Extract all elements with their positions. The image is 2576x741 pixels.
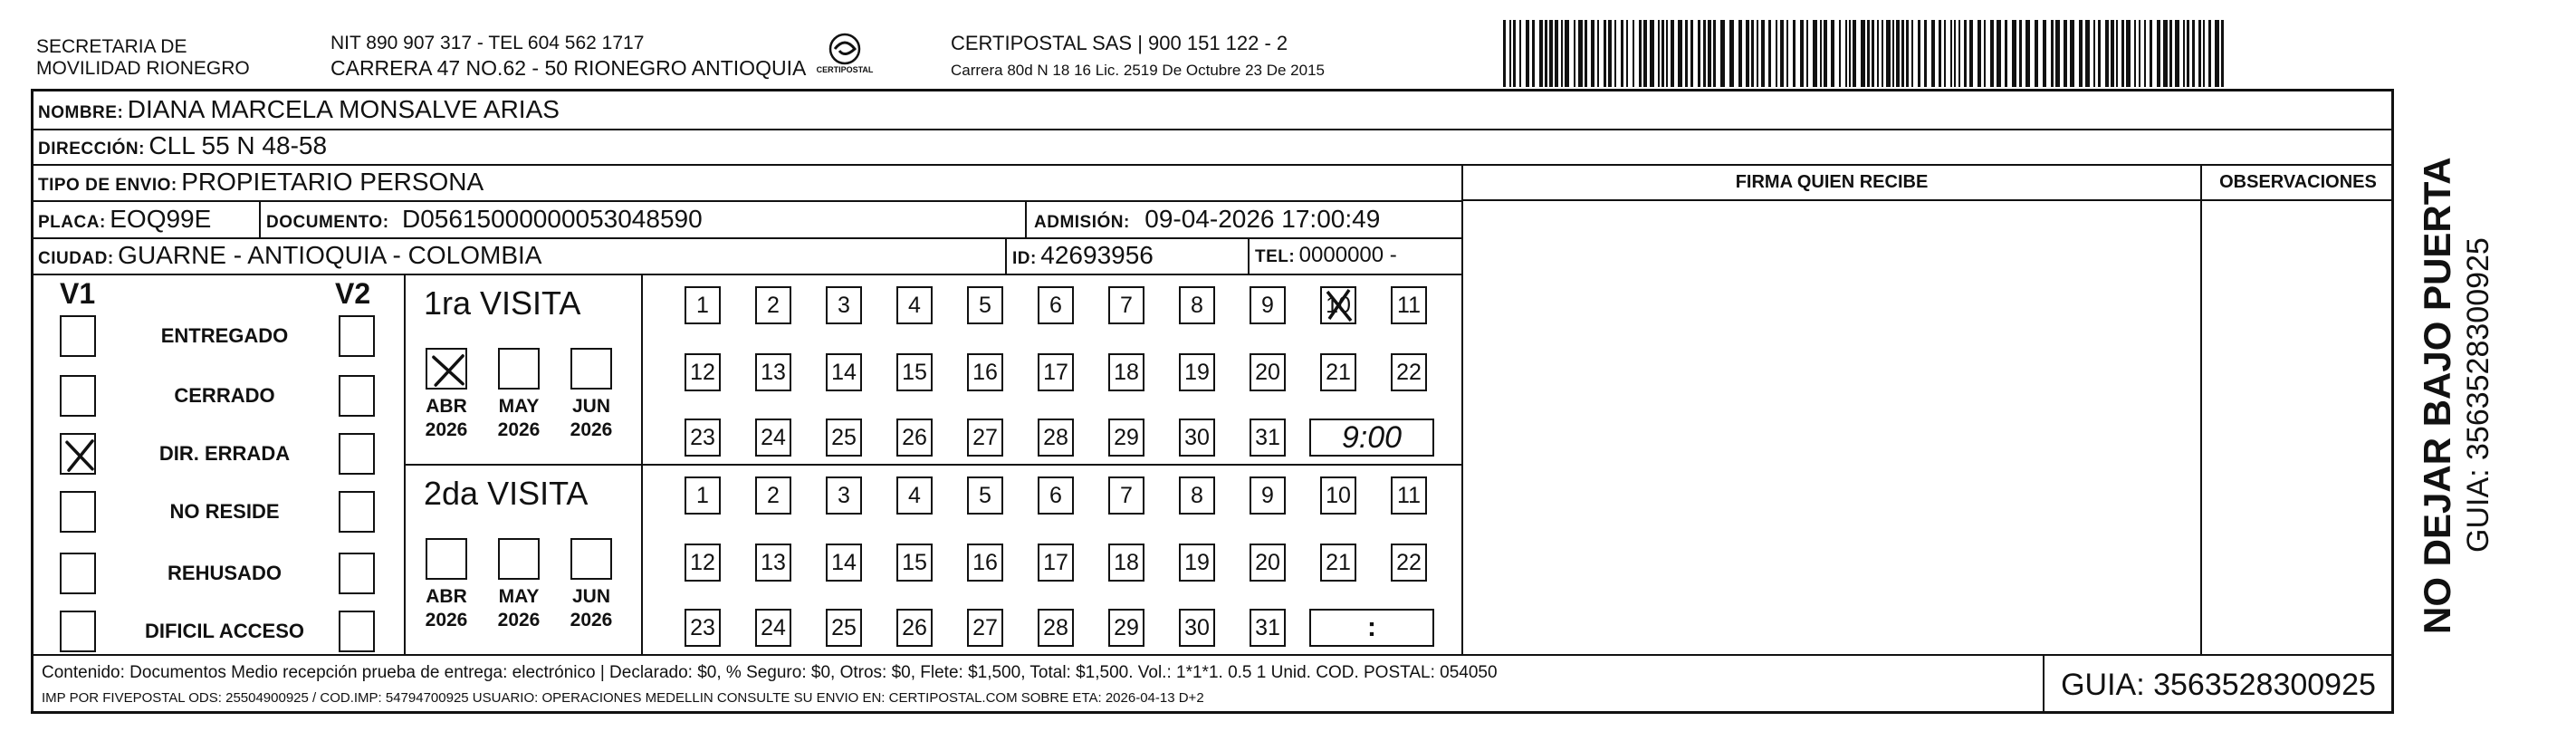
day-box-21[interactable]: 21 (1320, 544, 1356, 582)
day-box-12[interactable]: 12 (685, 353, 721, 391)
guia-footer: GUIA: 3563528300925 (2061, 667, 2376, 702)
day-box-27[interactable]: 27 (967, 419, 1003, 457)
day-box-15[interactable]: 15 (896, 544, 933, 582)
nombre-label: NOMBRE: (38, 103, 124, 122)
day-box-17[interactable]: 17 (1038, 544, 1074, 582)
tel-value: 0000000 - (1298, 243, 1397, 267)
day-box-5[interactable]: 5 (967, 476, 1003, 515)
day-box-19[interactable]: 19 (1179, 353, 1215, 391)
day-box-16[interactable]: 16 (967, 544, 1003, 582)
month-label: ABR (426, 396, 467, 417)
day-box-18[interactable]: 18 (1108, 353, 1144, 391)
month-label: MAY (498, 586, 540, 607)
v1-checkbox[interactable] (60, 611, 96, 652)
status-label: CERRADO (174, 384, 275, 407)
firma-column-header: FIRMA QUIEN RECIBE (1735, 172, 1929, 192)
visit-time-box[interactable] (1309, 419, 1434, 457)
direccion-row (38, 130, 327, 166)
v1-checkbox[interactable] (60, 491, 96, 533)
day-box-2[interactable]: 2 (755, 476, 791, 515)
direccion-value: CLL 55 N 48-58 (148, 131, 328, 159)
day-box-12[interactable]: 12 (685, 544, 721, 582)
day-box-22[interactable]: 22 (1391, 544, 1427, 582)
day-box-3[interactable]: 3 (826, 286, 862, 324)
day-box-16[interactable]: 16 (967, 353, 1003, 391)
day-box-22[interactable]: 22 (1391, 353, 1427, 391)
day-box-24[interactable]: 24 (755, 609, 791, 647)
nombre-row (38, 94, 560, 130)
day-box-23[interactable]: 23 (685, 419, 721, 457)
imp-text: IMP POR FIVEPOSTAL ODS: 25504900925 / COD.IMP: 54794700925 USUARIO: OPERACIONES MEDELLIN CONSULTE SU ENVIO EN: CERTIPOSTAL.COM SOBRE ETA: 2026-04-13 D+2 (42, 690, 1204, 706)
month-checkbox-may[interactable] (498, 538, 540, 580)
day-box-19[interactable]: 19 (1179, 544, 1215, 582)
month-year: 2026 (570, 419, 613, 440)
month-year: 2026 (497, 610, 541, 630)
month-year: 2026 (425, 610, 468, 630)
month-label: JUN (571, 396, 610, 417)
day-box-14[interactable]: 14 (826, 544, 862, 582)
day-box-13[interactable]: 13 (755, 353, 791, 391)
admision-cell (1034, 204, 1380, 239)
company-info: CERTIPOSTAL SAS | 900 151 122 - 2 (951, 32, 1288, 54)
day-box-2[interactable]: 2 (755, 286, 791, 324)
sender-nit: NIT 890 907 317 - TEL 604 562 1717 (330, 33, 645, 53)
visit-time-box[interactable] (1309, 609, 1434, 647)
day-box-7[interactable]: 7 (1108, 286, 1144, 324)
status-label: REHUSADO (168, 562, 282, 584)
placa-cell (38, 204, 211, 239)
tipo-envio-label: TIPO DE ENVIO: (38, 176, 177, 195)
month-year: 2026 (497, 419, 541, 440)
documento-label: DOCUMENTO: (266, 213, 389, 232)
day-box-5[interactable]: 5 (967, 286, 1003, 324)
v2-checkbox[interactable] (339, 553, 375, 594)
day-box-31[interactable]: 31 (1250, 609, 1286, 647)
day-box-20[interactable]: 20 (1250, 544, 1286, 582)
month-checkbox-abr[interactable] (426, 538, 467, 580)
day-box-27[interactable]: 27 (967, 609, 1003, 647)
v1-header: V1 (60, 277, 96, 310)
admision-label: ADMISIÓN: (1034, 213, 1130, 232)
sender-name-line2: MOVILIDAD RIONEGRO (36, 58, 250, 79)
status-label: DIR. ERRADA (158, 442, 291, 465)
tipo-envio-row (38, 167, 484, 202)
day-box-23[interactable]: 23 (685, 609, 721, 647)
day-box-28[interactable]: 28 (1038, 609, 1074, 647)
sender-address: CARRERA 47 NO.62 - 50 RIONEGRO ANTIOQUIA (330, 56, 807, 80)
day-box-3[interactable]: 3 (826, 476, 862, 515)
v2-checkbox[interactable] (339, 611, 375, 652)
day-box-9[interactable]: 9 (1250, 286, 1286, 324)
id-cell (1012, 240, 1154, 275)
v1-checkbox[interactable] (60, 375, 96, 417)
day-box-4[interactable]: 4 (896, 286, 933, 324)
month-checkbox-may[interactable] (498, 348, 540, 390)
observaciones-column-header: OBSERVACIONES (2219, 172, 2377, 192)
visit-time-value: : (1367, 612, 1376, 642)
visit-title: 2da VISITA (424, 475, 589, 512)
day-box-25[interactable]: 25 (826, 609, 862, 647)
status-label: DIFICIL ACCESO (144, 620, 304, 642)
v1-checkbox[interactable] (60, 553, 96, 594)
day-box-13[interactable]: 13 (755, 544, 791, 582)
day-box-17[interactable]: 17 (1038, 353, 1074, 391)
v2-checkbox[interactable] (339, 433, 375, 475)
ciudad-cell (38, 240, 541, 275)
day-box-30[interactable]: 30 (1179, 419, 1215, 457)
ciudad-value: GUARNE - ANTIOQUIA - COLOMBIA (118, 241, 542, 269)
certipostal-logo (815, 31, 875, 83)
day-box-4[interactable]: 4 (896, 476, 933, 515)
admision-value: 09-04-2026 17:00:49 (1144, 205, 1381, 233)
day-marked-x-icon (1320, 286, 1356, 324)
month-year: 2026 (425, 419, 468, 440)
day-box-8[interactable]: 8 (1179, 286, 1215, 324)
day-box-29[interactable]: 29 (1108, 609, 1144, 647)
documento-cell (266, 204, 703, 239)
day-box-6[interactable]: 6 (1038, 286, 1074, 324)
tel-cell (1255, 240, 1397, 274)
day-box-25[interactable]: 25 (826, 419, 862, 457)
barcode (1503, 20, 2227, 87)
day-box-31[interactable]: 31 (1250, 419, 1286, 457)
month-checkbox-abr[interactable] (426, 348, 467, 390)
v2-checkbox[interactable] (339, 491, 375, 533)
nombre-value: DIANA MARCELA MONSALVE ARIAS (127, 95, 560, 123)
check-x-icon (427, 350, 469, 391)
day-box-15[interactable]: 15 (896, 353, 933, 391)
month-checkbox-jun[interactable] (570, 348, 612, 390)
id-value: 42693956 (1040, 241, 1154, 269)
day-box-21[interactable]: 21 (1320, 353, 1356, 391)
placa-label: PLACA: (38, 213, 106, 232)
day-box-11[interactable]: 11 (1391, 476, 1427, 515)
day-box-1[interactable]: 1 (685, 286, 721, 324)
v1-checkbox[interactable] (60, 315, 96, 357)
visit-title: 1ra VISITA (424, 284, 581, 322)
v2-header: V2 (335, 277, 371, 310)
status-label: ENTREGADO (160, 324, 289, 347)
month-label: ABR (426, 586, 467, 607)
month-label: MAY (498, 396, 540, 417)
v2-checkbox[interactable] (339, 315, 375, 357)
day-box-9[interactable]: 9 (1250, 476, 1286, 515)
day-box-7[interactable]: 7 (1108, 476, 1144, 515)
certipostal-logo-icon (815, 31, 875, 83)
tipo-envio-value: PROPIETARIO PERSONA (181, 168, 484, 196)
day-box-26[interactable]: 26 (896, 609, 933, 647)
day-box-30[interactable]: 30 (1179, 609, 1215, 647)
day-box-18[interactable]: 18 (1108, 544, 1144, 582)
v2-checkbox[interactable] (339, 375, 375, 417)
v1-checkbox[interactable] (60, 433, 96, 475)
visit-time-value: 9:00 (1341, 419, 1403, 455)
day-box-26[interactable]: 26 (896, 419, 933, 457)
check-x-icon (62, 435, 98, 476)
guia-side: GUIA: 3563528300925 (2461, 237, 2495, 553)
no-dejar-bajo-puerta: NO DEJAR BAJO PUERTA (2416, 157, 2458, 634)
placa-value: EOQ99E (110, 205, 212, 233)
month-label: JUN (571, 586, 610, 607)
month-year: 2026 (570, 610, 613, 630)
sender-name-line1: SECRETARIA DE (36, 36, 187, 57)
ciudad-label: CIUDAD: (38, 249, 114, 268)
day-box-10[interactable]: 10 (1320, 286, 1356, 324)
day-box-28[interactable]: 28 (1038, 419, 1074, 457)
company-license: Carrera 80d N 18 16 Lic. 2519 De Octubre 23 De 2015 (951, 62, 1325, 79)
documento-value: D05615000000053048590 (402, 205, 703, 233)
day-box-29[interactable]: 29 (1108, 419, 1144, 457)
direccion-label: DIRECCIÓN: (38, 140, 145, 159)
day-box-8[interactable]: 8 (1179, 476, 1215, 515)
day-box-6[interactable]: 6 (1038, 476, 1074, 515)
id-label: ID: (1012, 249, 1037, 268)
day-box-11[interactable]: 11 (1391, 286, 1427, 324)
contenido-text: Contenido: Documentos Medio recepción prueba de entrega: electrónico | Declarado: $0, % Seguro: $0, Otros: $0, Flete: $1,500, Total: $1,500. Vol.: 1*1*1. 0.5 1 Unid. COD. POSTAL: 054050 (42, 663, 1498, 682)
tel-label: TEL: (1255, 247, 1296, 266)
logo-text: CERTIPOSTAL (816, 65, 874, 74)
day-box-20[interactable]: 20 (1250, 353, 1286, 391)
day-box-1[interactable]: 1 (685, 476, 721, 515)
status-label: NO RESIDE (169, 500, 280, 523)
day-box-24[interactable]: 24 (755, 419, 791, 457)
day-box-10[interactable]: 10 (1320, 476, 1356, 515)
month-checkbox-jun[interactable] (570, 538, 612, 580)
day-box-14[interactable]: 14 (826, 353, 862, 391)
